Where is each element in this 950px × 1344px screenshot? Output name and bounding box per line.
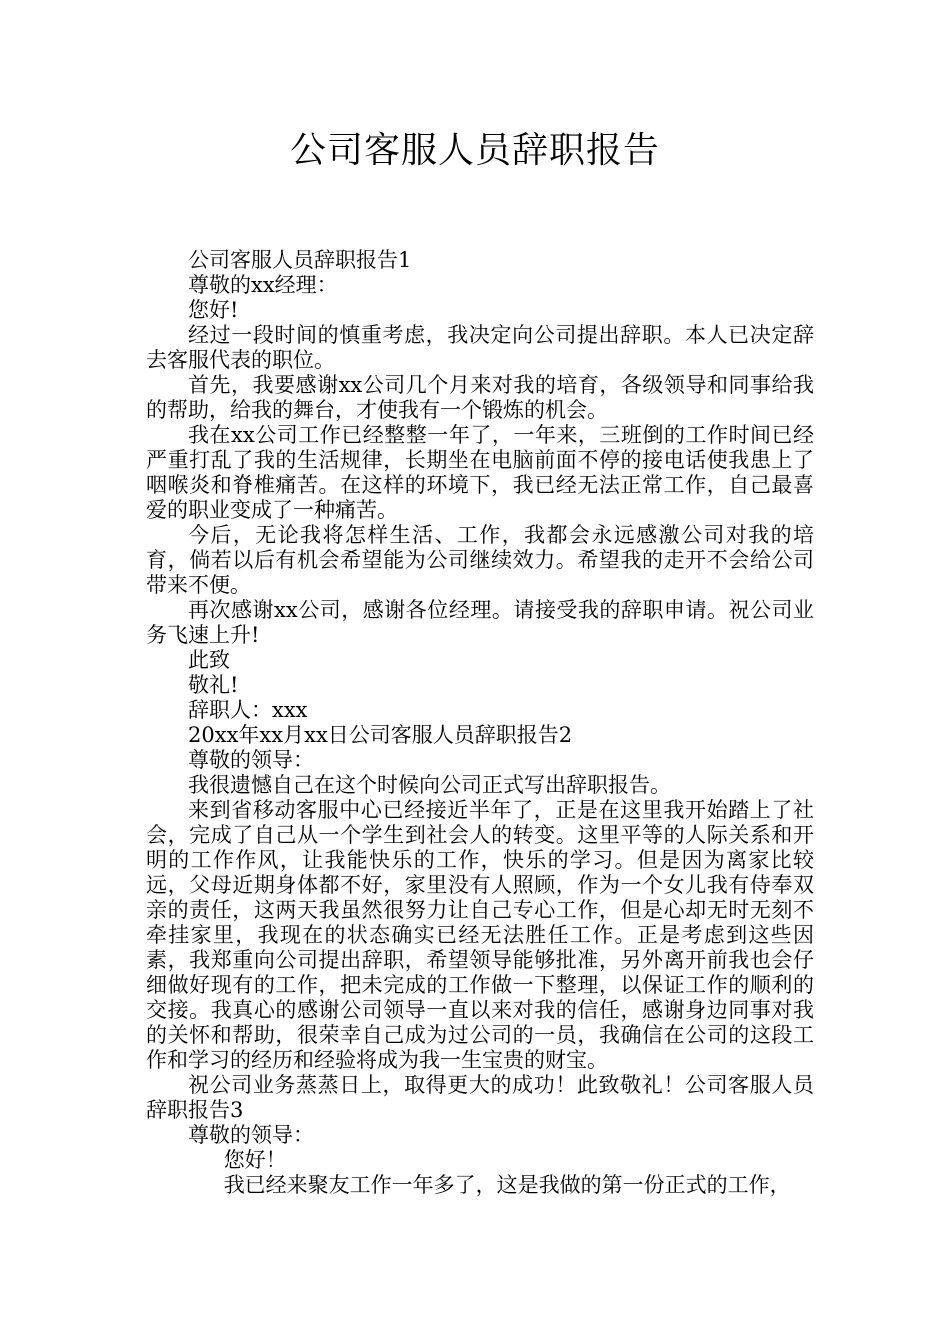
body-paragraph: 我很遗憾自己在这个时候向公司正式写出辞职报告。 xyxy=(188,773,671,797)
body-paragraph: 我已经来聚友工作一年多了，这是我做的第一份正式的工作， xyxy=(223,1173,791,1197)
body-paragraph: 来到省移动客服中心已经接近半年了，正是在这里我开始踏上了社会，完成了自己从一个学生到社会人的转变。这里平等的人际关系和开明的工作作风，让我能快乐的工作，快乐的学习。但是因为离家比较远，父母近期身体都不好，家里没有人照顾，作为一个女儿我有侍奉双亲的责任，这两天我虽然很努力让自己专心工作，但是心却无时无刻不牵挂家里，我现在的状态确实已经无法胜任工作。正是考虑到这些因素，我郑重向公司提出辞职，希望领导能够批准，另外离开前我也会仔细做好现有的工作，把未完成的工作做一下整理，以保证工作的顺利的交接。我真心的感谢公司领导一直以来对我的信任，感谢身边同事对我的关怀和帮助，很荣幸自己成为过公司的一员，我确信在公司的这段工作和学习的经历和经验将成为我一生宝贵的财宝。 xyxy=(146,798,814,1072)
document-title: 公司客服人员辞职报告 xyxy=(289,130,660,171)
salutation: 尊敬的领导： xyxy=(188,748,314,772)
date-and-report-2-heading: 20xx年xx月xx日公司客服人员辞职报告2 xyxy=(188,723,573,747)
salutation: 尊敬的领导： xyxy=(188,1123,314,1147)
closing-line: 此致 xyxy=(188,648,230,672)
closing-line: 敬礼! xyxy=(188,673,239,697)
body-paragraph: 我在xx公司工作已经整整一年了，一年来，三班倒的工作时间已经严重打乱了我的生活规律，长期坐在电脑前面不停的接电话使我患上了咽喉炎和脊椎痛苦。在这样的环境下，我已经无法正常工作，自己最喜爱的职业变成了一种痛苦。 xyxy=(146,423,814,522)
signature-line: 辞职人：xxx xyxy=(188,698,308,722)
greeting: 您好！ xyxy=(223,1148,287,1172)
body-paragraph: 经过一段时间的慎重考虑，我决定向公司提出辞职。本人已决定辞去客服代表的职位。 xyxy=(146,323,814,372)
body-paragraph: 再次感谢xx公司，感谢各位经理。请接受我的辞职申请。祝公司业务飞速上升! xyxy=(146,598,814,647)
document-body xyxy=(146,248,814,1198)
body-paragraph: 今后，无论我将怎样生活、工作，我都会永远感激公司对我的培育，倘若以后有机会希望能为公司继续效力。希望我的走开不会给公司带来不便。 xyxy=(146,523,814,597)
report-1-heading: 公司客服人员辞职报告1 xyxy=(188,248,412,272)
salutation: 尊敬的xx经理： xyxy=(188,273,338,297)
greeting: 您好! xyxy=(188,298,239,322)
body-paragraph: 祝公司业务蒸蒸日上，取得更大的成功！此致敬礼！公司客服人员辞职报告3 xyxy=(146,1073,814,1122)
body-paragraph: 首先，我要感谢xx公司几个月来对我的培育，各级领导和同事给我的帮助，给我的舞台，才使我有一个锻炼的机会。 xyxy=(146,373,814,422)
